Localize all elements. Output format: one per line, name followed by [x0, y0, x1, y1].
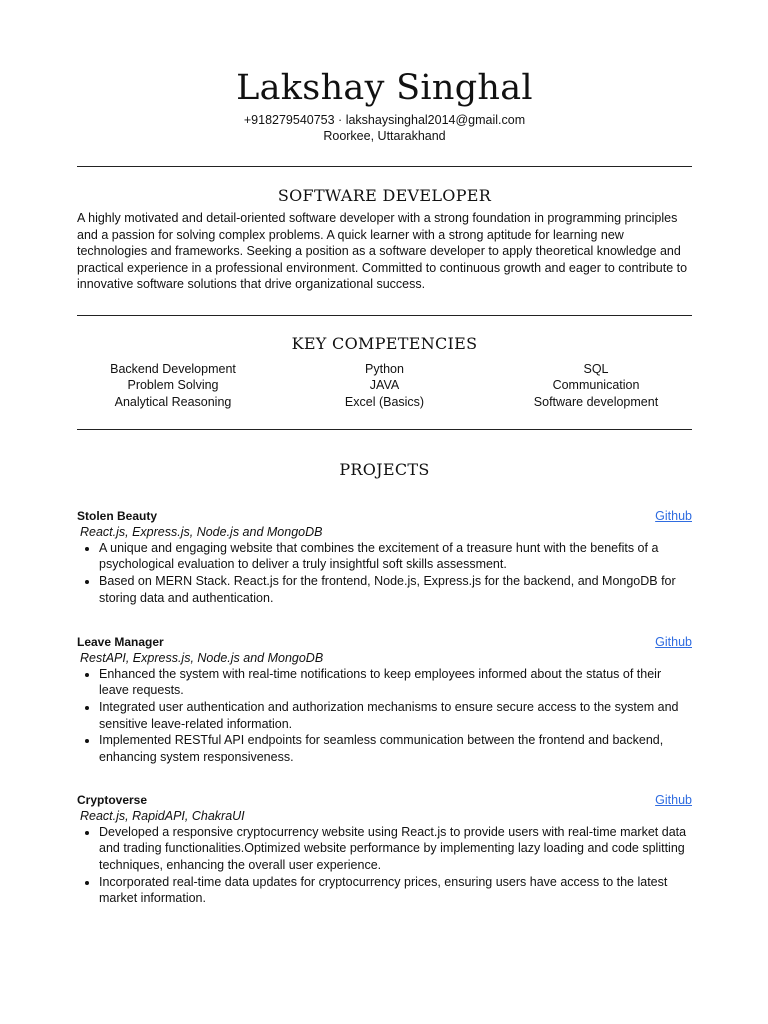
list-item: [77, 540, 692, 573]
competency-item: Software development: [533, 394, 659, 409]
project-stolen-beauty: [77, 508, 692, 606]
project-leave-manager: [77, 634, 692, 766]
bullet-dot-icon: [85, 673, 89, 677]
competency-item: Problem Solving: [127, 378, 219, 393]
competencies-grid: [77, 361, 692, 410]
summary-text: A highly motivated and detail-oriented software developer with a strong foundation in programming principles and a passion for solving complex problems. A quick learner with a strong aptitude for learning new technologies and frameworks. Seeking a position as a software developer to apply theoretical knowledge and practical experience in a professional environment. Committed to continuous growth and eager to contribute to innovative software solutions that drive organizational success.: [77, 211, 688, 292]
bullet-text: A unique and engaging website that combines the excitement of a treasure hunt with the benefits of a psychological evaluation to deliver a truly insightful soft skills assessment.: [99, 541, 659, 572]
competency-item: Backend Development: [110, 362, 236, 376]
bullet-dot-icon: [85, 739, 89, 743]
bullet-dot-icon: [85, 881, 89, 885]
project-bullets: [77, 824, 692, 906]
competency-item: JAVA: [369, 378, 400, 393]
list-item: [77, 874, 692, 907]
location-line: Roorkee, Uttarakhand: [323, 129, 446, 143]
bullet-dot-icon: [85, 831, 89, 835]
competency-item: Python: [365, 362, 404, 376]
project-tech-stack: React.js, Express.js, Node.js and MongoDB: [80, 525, 323, 539]
competency-item: Communication: [552, 378, 640, 393]
bullet-dot-icon: [85, 706, 89, 710]
bullet-text: Incorporated real-time data updates for cryptocurrency prices, ensuring users have access to the latest market information.: [99, 874, 668, 906]
competencies-column-1: [77, 361, 269, 410]
list-item: [77, 666, 692, 699]
project-header: [77, 792, 692, 808]
github-link[interactable]: Github: [655, 793, 692, 807]
list-item: [77, 732, 692, 765]
project-tech-stack: React.js, RapidAPI, ChakraUI: [80, 809, 245, 823]
candidate-name: Lakshay Singhal: [236, 68, 533, 108]
project-name: Cryptoverse: [77, 793, 148, 807]
project-name: Leave Manager: [77, 635, 164, 649]
github-link[interactable]: Github: [655, 635, 692, 649]
section-title-projects: PROJECTS: [339, 460, 430, 479]
bullet-text: Based on MERN Stack. React.js for the frontend, Node.js, Express.js for the backend, and MongoDB for storing data and authentication.: [99, 574, 676, 605]
bullet-dot-icon: [85, 547, 89, 551]
bullet-text: Enhanced the system with real-time notifications to keep employees informed about the status of their leave requests.: [99, 667, 662, 698]
project-tech-stack: RestAPI, Express.js, Node.js and MongoDB: [80, 651, 324, 665]
github-link[interactable]: Github: [655, 509, 692, 523]
list-item: [77, 573, 692, 606]
competency-item: Analytical Reasoning: [114, 394, 232, 409]
project-cryptoverse: [77, 792, 692, 907]
list-item: [77, 699, 692, 732]
project-name: Stolen Beauty: [77, 509, 158, 523]
contact-line: +918279540753 · lakshaysinghal2014@gmail.com: [243, 113, 526, 127]
competency-item: Excel (Basics): [344, 394, 425, 409]
divider-competencies: [77, 429, 692, 430]
bullet-text: Implemented RESTful API endpoints for seamless communication between the frontend and backend, enhancing system responsiveness.: [99, 733, 664, 764]
divider-header: [77, 166, 692, 167]
bullet-text: Developed a responsive cryptocurrency website using React.js to provide users with real-time market data and trading functionalities.Optimized website performance by implementing lazy loading and code splitting techniques, enhancing the overall user experience.: [99, 825, 687, 872]
project-header: [77, 508, 692, 524]
list-item: [77, 824, 692, 873]
divider-summary: [77, 315, 692, 316]
competency-item: SQL: [583, 362, 609, 376]
project-bullets: [77, 540, 692, 606]
bullet-text: Integrated user authentication and authorization mechanisms to ensure secure access to the system and sensitive leave-related information.: [99, 700, 679, 731]
section-title-competencies: KEY COMPETENCIES: [291, 334, 478, 353]
section-title-summary: SOFTWARE DEVELOPER: [277, 186, 492, 205]
competencies-column-2: [269, 361, 500, 410]
project-header: [77, 634, 692, 650]
bullet-dot-icon: [85, 580, 89, 584]
competencies-column-3: [500, 361, 692, 410]
project-bullets: [77, 666, 692, 765]
